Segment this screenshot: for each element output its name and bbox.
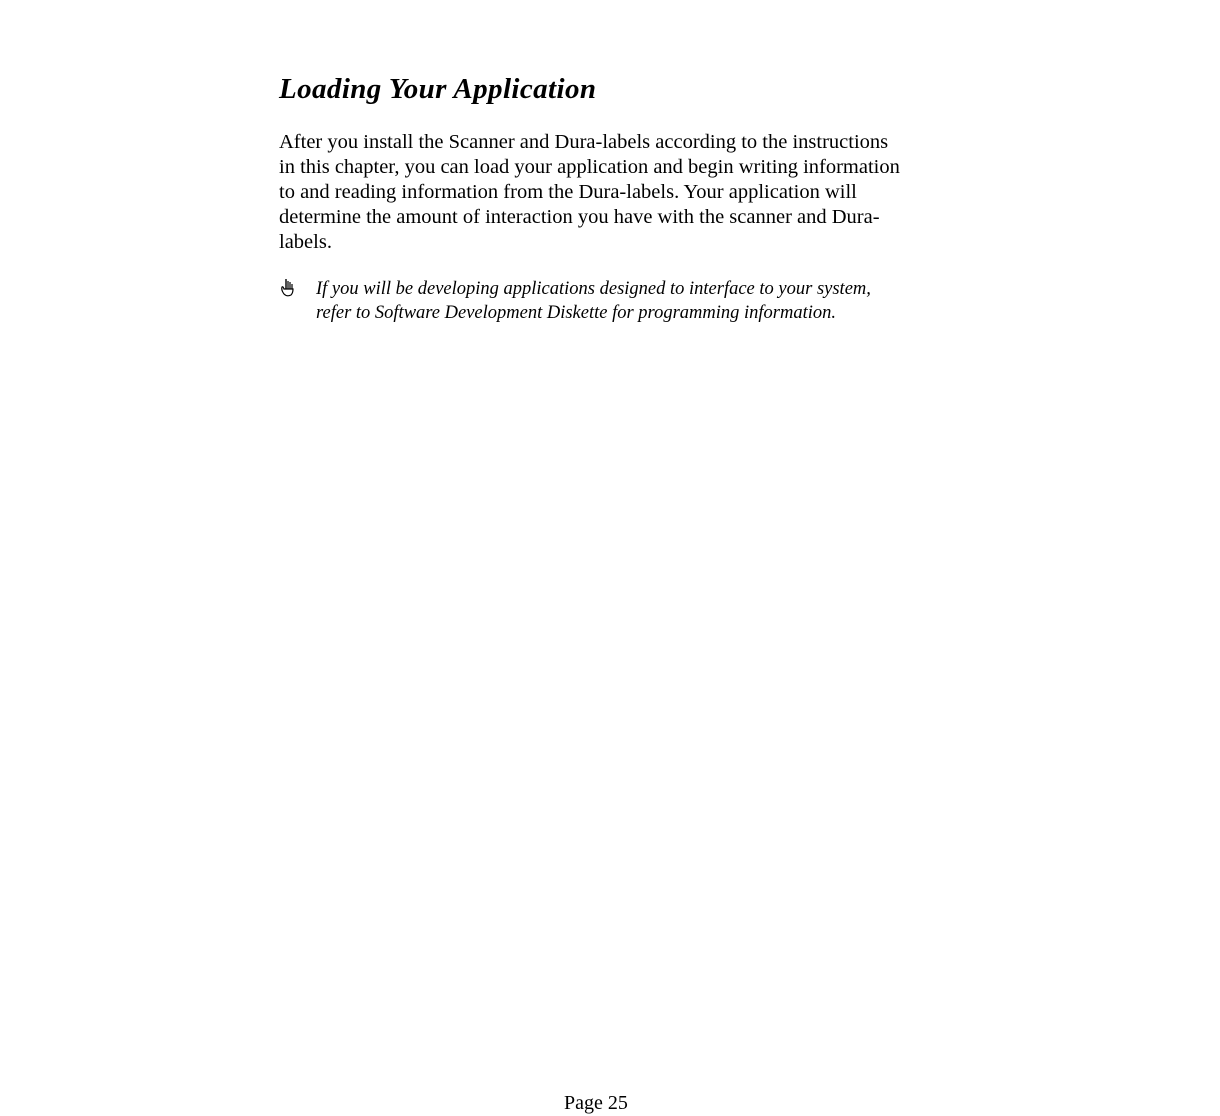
note-callout <box>279 277 876 325</box>
page-number-footer <box>0 1090 1220 1116</box>
page-content <box>279 70 919 325</box>
page-number: Page 25 <box>564 1092 628 1114</box>
pointing-hand-icon <box>279 278 295 298</box>
note-text: If you will be developing applications designed to interface to your system, refer to Software Development Diskette for programming information. <box>316 279 871 323</box>
body-paragraph: After you install the Scanner and Dura-labels according to the instructions in this chapter, you can load your application and begin writing information to and reading information from the Dura-labels. Your application will determine the amount of interaction you have with the scanner and Dura-labels. <box>279 131 900 253</box>
section-title: Loading Your Application <box>279 73 597 105</box>
